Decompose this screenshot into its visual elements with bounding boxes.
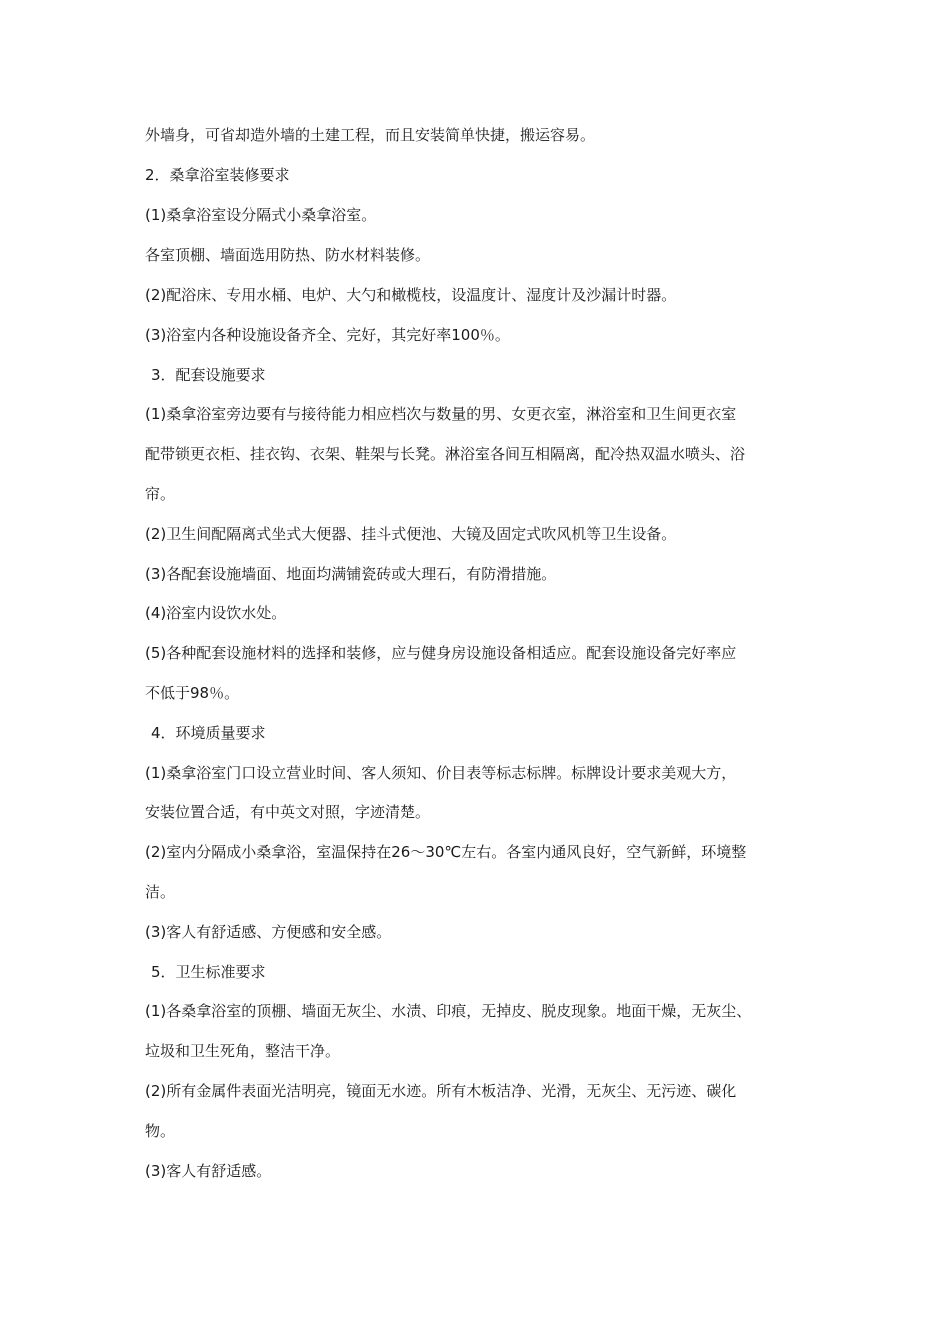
paragraph-line: 配带锁更衣柜、挂衣钩、衣架、鞋架与长凳。淋浴室各间互相隔离，配冷热双温水喷头、浴 (145, 445, 746, 463)
paragraph-line: 不低于98％。 (145, 684, 240, 702)
section-heading: 2．桑拿浴室装修要求 (145, 166, 290, 184)
paragraph-line: 帘。 (145, 485, 176, 503)
paragraph-line: (5)各种配套设施材料的选择和装修，应与健身房设施设备相适应。配套设施设备完好率应 (145, 644, 737, 662)
paragraph-line: (2)所有金属件表面光洁明亮，镜面无水迹。所有木板洁净、光滑，无灰尘、无污迹、碳化 (145, 1082, 737, 1100)
section-heading: 4．环境质量要求 (151, 724, 266, 742)
paragraph-line: (2)卫生间配隔离式坐式大便器、挂斗式便池、大镜及固定式吹风机等卫生设备。 (145, 525, 677, 543)
paragraph-line: (4)浴室内设饮水处。 (145, 604, 287, 622)
paragraph-line: 安装位置合适，有中英文对照，字迹清楚。 (145, 803, 431, 821)
paragraph-line: (3)客人有舒适感、方便感和安全感。 (145, 923, 392, 941)
paragraph-line: (1)桑拿浴室设分隔式小桑拿浴室。 (145, 206, 377, 224)
paragraph-line: (3)各配套设施墙面、地面均满铺瓷砖或大理石，有防滑措施。 (145, 565, 557, 583)
section-heading: 5．卫生标准要求 (151, 963, 266, 981)
paragraph-line: (2)配浴床、专用水桶、电炉、大勺和橄榄枝，设温度计、湿度计及沙漏计时器。 (145, 286, 677, 304)
paragraph-line: 各室顶棚、墙面选用防热、防水材料装修。 (145, 246, 431, 264)
paragraph-line: (2)室内分隔成小桑拿浴，室温保持在26～30℃左右。各室内通风良好，空气新鲜，环境整 (145, 843, 747, 861)
paragraph-line: 垃圾和卫生死角，整洁干净。 (145, 1042, 341, 1060)
paragraph-line: 洁。 (145, 883, 176, 901)
paragraph-line: (1)桑拿浴室门口设立营业时间、客人须知、价目表等标志标牌。标牌设计要求美观大方， (145, 764, 737, 782)
paragraph-line: (3)客人有舒适感。 (145, 1162, 272, 1180)
paragraph-line: (1)各桑拿浴室的顶棚、墙面无灰尘、水渍、印痕，无掉皮、脱皮现象。地面干燥，无灰尘、 (145, 1002, 752, 1020)
paragraph-line: (3)浴室内各种设施设备齐全、完好，其完好率100％。 (145, 326, 510, 344)
paragraph-line: 物。 (145, 1122, 176, 1140)
paragraph-line: (1)桑拿浴室旁边要有与接待能力相应档次与数量的男、女更衣室，淋浴室和卫生间更衣室 (145, 405, 737, 423)
section-heading: 3．配套设施要求 (151, 366, 266, 384)
paragraph-line: 外墙身，可省却造外墙的土建工程，而且安装简单快捷，搬运容易。 (145, 126, 596, 144)
